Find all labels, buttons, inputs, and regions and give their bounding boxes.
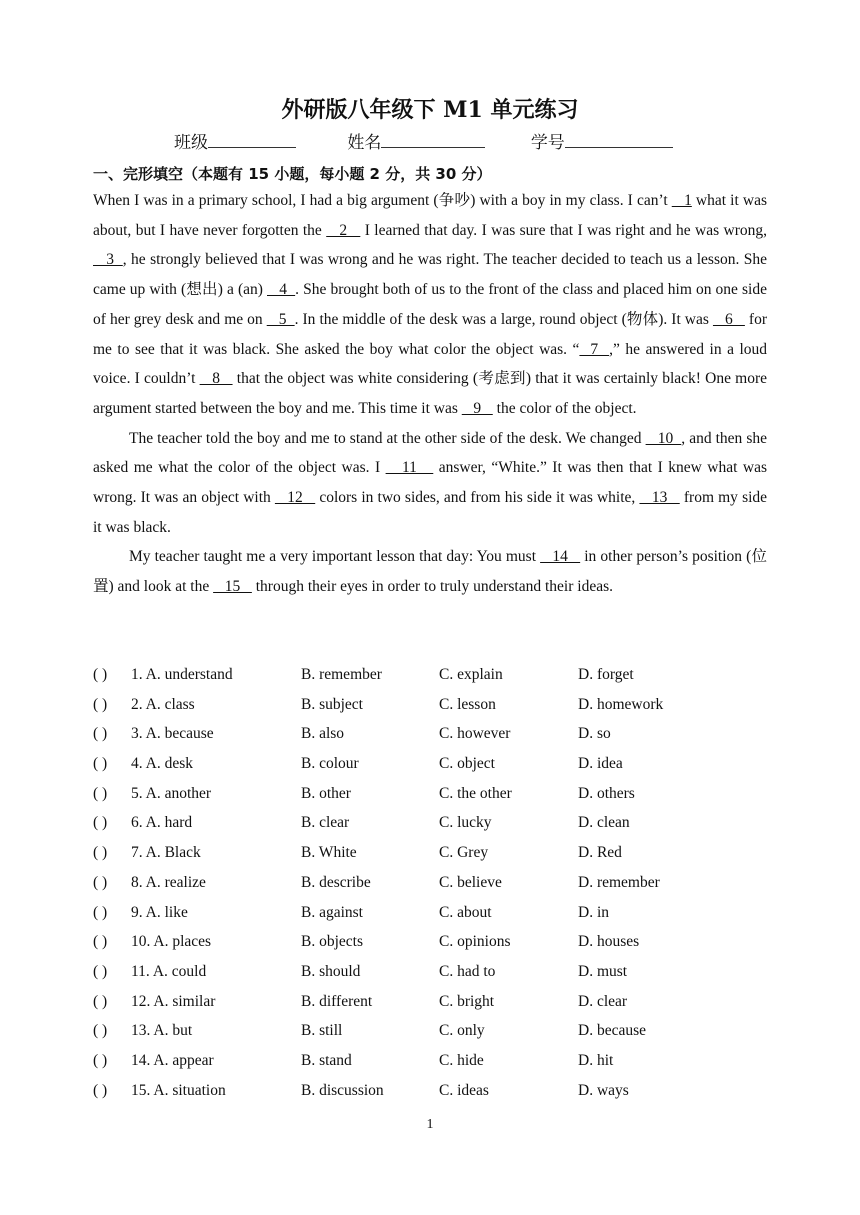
option-d[interactable]: D. houses [578,933,640,951]
passage-text: . In the middle of the desk was a large, round object (物体). It was [294,310,713,328]
passage-text: When I was in a primary school, I had a big argument (争吵) with a boy in my class. I can’t [93,192,672,209]
answer-blank[interactable]: 10 [645,429,682,447]
option-a[interactable]: 9. A. like [131,903,188,921]
option-a[interactable]: 14. A. appear [131,1051,214,1069]
option-a[interactable]: 10. A. places [131,933,212,951]
option-c[interactable]: C. explain [439,666,503,683]
option-a[interactable]: 3. A. because [131,725,214,743]
student-info-row [174,128,673,153]
question-row [93,957,793,987]
passage-text: the color of the object. [492,399,637,417]
question-row [93,1046,793,1076]
option-a[interactable]: 2. A. class [131,695,195,713]
option-a[interactable]: 6. A. hard [131,814,193,832]
question-row [93,838,793,868]
passage-text: answer, “White.” It was then that I knew what was wrong. It was an object with [93,459,767,507]
passage-text: , he strongly believed that I was wrong and he was right. The teacher decided to teach us a lesson. She came up with (想出) a (an) [93,251,768,299]
passage-text: what it was about, but I have never forgotten the [93,192,767,239]
passage-text: . She brought both of us to the front of the class and placed him on one side of her grey desk and me on [93,281,767,328]
passage-text: for me to see that it was black. She asked the boy what color the object was. “ [93,310,767,358]
option-a[interactable]: 4. A. desk [131,755,193,773]
option-d[interactable]: D. homework [578,695,664,713]
option-a[interactable]: 12. A. similar [131,992,216,1010]
option-b[interactable]: B. still [301,1022,343,1040]
question-row [93,1076,793,1106]
option-c[interactable]: C. object [439,755,495,773]
answer-paren[interactable]: ( ) [93,844,108,862]
passage-text: from my side it was black. [93,489,768,536]
option-a[interactable]: 8. A. realize [131,873,206,891]
option-d[interactable]: D. in [578,903,609,921]
class-blank[interactable] [208,131,296,148]
option-d[interactable]: D. forget [578,666,634,683]
option-b[interactable]: B. against [301,903,363,921]
option-d[interactable]: D. must [578,962,628,980]
answer-paren[interactable]: ( ) [93,755,108,773]
question-row [93,808,793,838]
question-row [93,868,793,898]
passage-paragraph-1 [93,186,767,424]
option-d[interactable]: D. clear [578,992,628,1010]
option-b[interactable]: B. describe [301,873,371,891]
passage-text: I learned that day. I was sure that I was right and he was wrong, [360,221,767,239]
answer-blank[interactable]: 12 [274,489,316,507]
answer-paren[interactable]: ( ) [93,903,108,921]
answer-paren[interactable]: ( ) [93,962,108,980]
question-row [93,898,793,928]
option-d[interactable]: D. hit [578,1051,614,1069]
page-number: 1 [426,1117,434,1132]
answer-paren[interactable]: ( ) [93,933,108,951]
number-blank[interactable] [565,131,673,148]
answer-paren[interactable]: ( ) [93,784,108,802]
option-c[interactable]: C. lesson [439,695,496,713]
passage-text: The teacher told the boy and me to stand at the other side of the desk. We changed [129,429,646,447]
answer-blank[interactable]: 1 [671,192,692,209]
section-heading: 一、完形填空（本题有 15 小题，每小题 2 分，共 30 分） [93,165,492,183]
answer-blank[interactable]: 5 [266,310,295,328]
cloze-passage [93,186,767,602]
name-field [347,128,485,153]
answer-blank[interactable]: 4 [267,281,296,299]
option-c[interactable]: C. Grey [439,844,489,862]
page-title: 外研版八年级下 M1 单元练习 [281,97,579,123]
option-b[interactable]: B. subject [301,695,363,713]
passage-text: My teacher taught me a very important lesson that day: You must [129,548,541,566]
option-b[interactable]: B. clear [301,814,350,832]
number-field [531,128,673,153]
answer-paren[interactable]: ( ) [93,666,108,683]
answer-paren[interactable]: ( ) [93,695,108,713]
answer-blank[interactable]: 15 [213,578,252,596]
number-label: 学号 [530,133,565,153]
name-label: 姓名 [347,133,382,153]
option-a[interactable]: 13. A. but [131,1022,193,1040]
option-c[interactable]: C. hide [439,1051,484,1069]
passage-text: in other person’s position (位置) and look at the [93,548,767,596]
answer-paren[interactable]: ( ) [93,725,108,743]
answer-blank[interactable]: 11 [385,459,434,477]
option-c[interactable]: C. bright [439,992,495,1010]
answer-blank[interactable]: 8 [199,370,233,388]
answer-paren[interactable]: ( ) [93,873,108,891]
class-label: 班级 [174,133,208,153]
option-c[interactable]: C. believe [439,873,502,891]
answer-blank[interactable]: 7 [579,340,610,358]
question-list [93,660,793,1105]
option-a[interactable]: 1. A. understand [131,666,233,683]
option-a[interactable]: 5. A. another [131,784,212,802]
question-row [93,690,793,720]
option-c[interactable]: C. the other [439,784,512,802]
option-b[interactable]: B. should [301,962,361,980]
passage-paragraph-3 [93,542,767,601]
passage-text: that the object was white considering (考虑到) that it was certainly black! One more argument started between the boy and me. This time it was [93,370,768,417]
passage-text: , and then she asked me what the color of the object was. I [93,429,767,477]
option-d[interactable]: D. so [578,725,611,743]
question-row [93,987,793,1017]
answer-paren[interactable]: ( ) [93,1051,108,1069]
option-b[interactable]: B. also [301,725,345,743]
option-d[interactable]: D. because [578,1022,646,1040]
passage-paragraph-2 [93,424,767,543]
option-b[interactable]: B. colour [301,755,359,773]
option-d[interactable]: D. others [578,784,635,802]
option-b[interactable]: B. remember [301,666,382,683]
answer-paren[interactable]: ( ) [93,992,108,1010]
answer-blank[interactable]: 13 [639,489,680,507]
question-row [93,927,793,957]
option-b[interactable]: B. objects [301,933,363,951]
answer-blank[interactable]: 2 [326,221,361,239]
question-row [93,749,793,779]
question-row [93,660,793,690]
answer-blank[interactable]: 3 [93,251,123,269]
option-d[interactable]: D. ways [578,1081,629,1099]
option-b[interactable]: B. other [301,784,351,802]
option-c[interactable]: C. opinions [439,933,511,951]
passage-text: colors in two sides, and from his side it was white, [315,489,640,507]
option-d[interactable]: D. Red [578,844,622,862]
option-d[interactable]: D. remember [578,873,660,891]
option-a[interactable]: 11. A. could [131,962,207,980]
question-row [93,1016,793,1046]
option-c[interactable]: C. had to [439,962,496,980]
option-c[interactable]: C. lucky [439,814,492,832]
answer-paren[interactable]: ( ) [93,814,108,832]
question-row [93,779,793,809]
answer-blank[interactable]: 14 [540,548,581,566]
option-b[interactable]: B. different [301,992,373,1010]
option-c[interactable]: C. only [439,1022,485,1040]
answer-paren[interactable]: ( ) [93,1081,108,1099]
option-b[interactable]: B. White [301,844,357,862]
option-c[interactable]: C. however [439,725,511,743]
option-d[interactable]: D. idea [578,755,623,773]
answer-blank[interactable]: 9 [461,399,493,417]
passage-text: through their eyes in order to truly understand their ideas. [251,578,613,596]
option-b[interactable]: B. stand [301,1051,352,1069]
name-blank[interactable] [381,131,485,148]
answer-blank[interactable]: 6 [712,310,745,328]
option-a[interactable]: 7. A. Black [131,844,201,862]
option-d[interactable]: D. clean [578,814,630,832]
passage-text: ,” he answered in a loud voice. I couldn’t [93,340,767,388]
answer-paren[interactable]: ( ) [93,1022,108,1040]
class-field [174,128,296,153]
option-a[interactable]: 15. A. situation [131,1081,226,1099]
option-b[interactable]: B. discussion [301,1081,384,1099]
option-c[interactable]: C. ideas [439,1081,489,1099]
question-row [93,719,793,749]
option-c[interactable]: C. about [439,903,492,921]
